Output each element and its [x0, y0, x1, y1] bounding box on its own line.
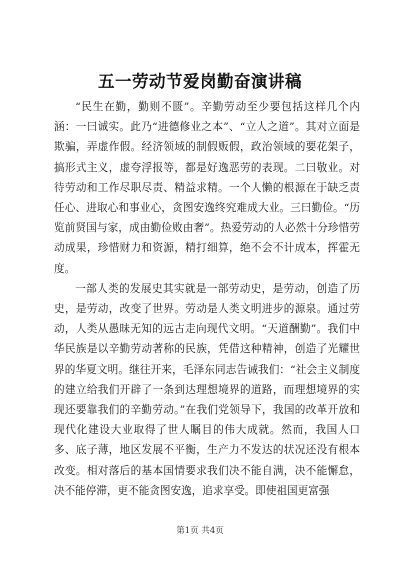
page-footer: 第1页 共4页 — [176, 526, 224, 536]
document-title: 五一劳动节爱岗勤奋演讲稿 — [98, 72, 302, 91]
paragraph-2: 一部人类的发展史其实就是一部劳动史，是劳动，创造了历史，是劳动，改变了世界。劳动是人类文明进步的源泉。通过劳动，人类从愚昧无知的远古走向现代文明。“天道酬勤”。我们中华民族是以辛勤劳动著称的民族，凭借这种精神，创造了光耀世界的华夏文明。继往开来，毛泽东同志告诫我们：“社会主义制度的建立给我们开辟了一条到达理想境界的道路，而理想境界的实现还要靠我们的辛勤劳动。”在我们党领导下，我国的改革开放和现代化建设大业取得了世人瞩目的伟大成就。然而，我国人口多、底子薄，地区发展不平衡，生产力不发达的状况还没有根本改变。相对落后的基本国情要求我们决不能自满，决不能懈怠，决不能停滞，更不能贪图安逸，追求享受。即使祖国更富强 — [54, 282, 360, 497]
document-body — [54, 97, 360, 501]
paragraph-1: “民生在勤，勤则不匮”。辛勤劳动至少要包括这样几个内涵：一曰诚实。此乃“进德修业之本”、“立人之道”。其对立面是欺骗，弄虚作假。经济领域的制假贩假，政治领域的要花架子，搞形式主义，虚夸浮报等，都是好逸恶劳的表现。二曰敬业。对待劳动和工作尽职尽责、精益求精。一个人懒的根源在于缺乏责任心、进取心和事业心，贪图安逸终究难成大业。三曰勤俭。“历览前贤国与家，成由勤俭败由奢”。热爱劳动的人必然十分珍惜劳动成果，珍惜财力和资源，精打细算，绝不会不计成本，挥霍无度。 — [54, 101, 360, 275]
